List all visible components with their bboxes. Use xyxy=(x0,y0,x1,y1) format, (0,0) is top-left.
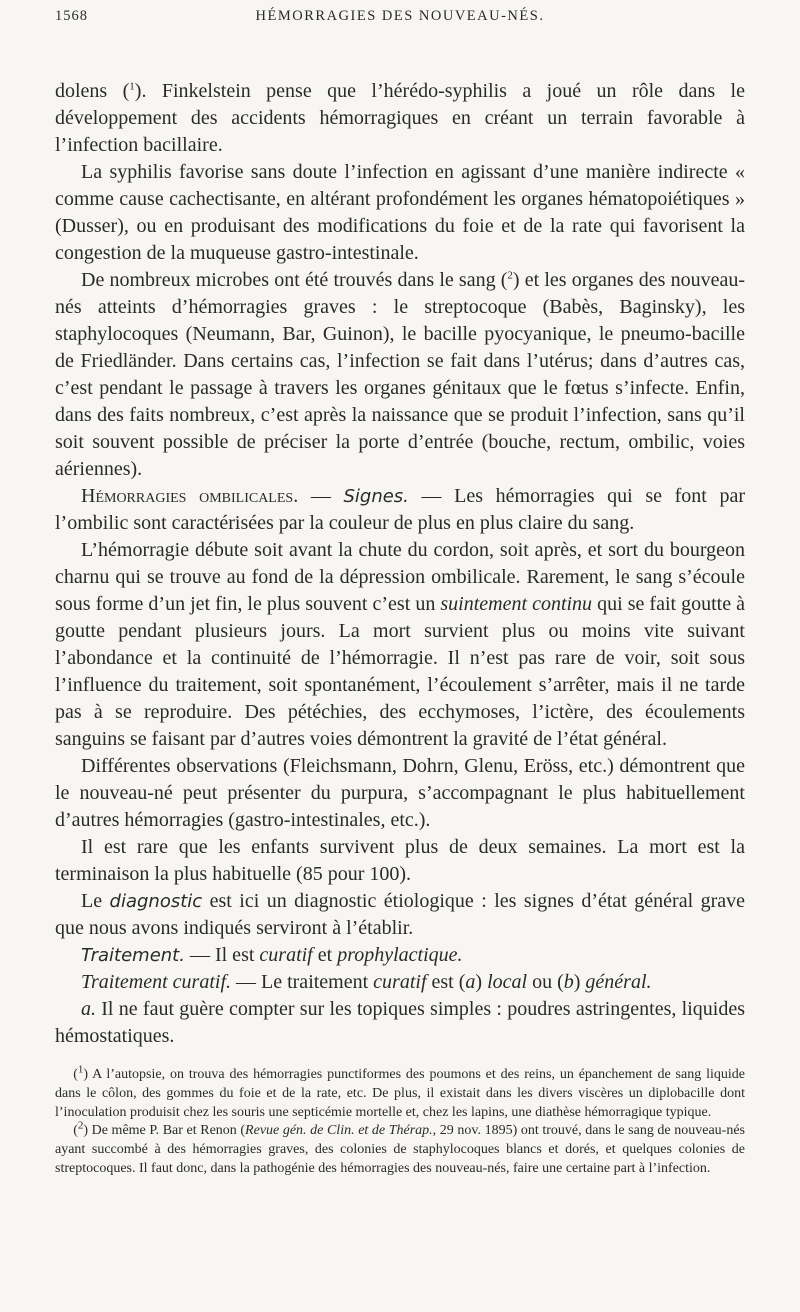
text-run: est ( xyxy=(426,971,466,993)
text-run: L’hémorragie débute soit avant la chute du cordon, soit après, et sort du bourgeon charnu qui se trouve au fond de la dépression ombilicale. Rarement, le sang s’écoule sous forme d’un jet fin, le plus souvent c’est un xyxy=(55,539,745,615)
text-run: Les hémorragies qui se font par l’ombilic sont caractérisées par la couleur de plus en plus claire du sang. xyxy=(55,485,746,534)
footnote: ($^2$) De même P. Bar et Renon (Revue gén. de Clin. et de Thérap., 29 nov. 1895) ont trouvé, dans le sang de nouveau-nés ayant succombé à des hémorragies graves, des colonies de staphylocoques blancs et dorés, et quelques colonies de streptocoques. Il faut donc, dans la pathogénie des hémorragies des nouveau-nés, faire une certaine part à l’infection. xyxy=(55,1119,745,1176)
text-run: A l’autopsie, on trouva des hémorragies punctiformes des poumons et des reins, un épanchement de sang liquide dans le côlon, des gommes du foie et de la rate, etc. De plus, il existait dans les divers viscères un diplobacille dont l’inoculation produisit chez les souris une septicémie mortelle et, chez les lapins, une diathèse hémorragique typique. xyxy=(55,1067,745,1120)
footnote-ref: 1 xyxy=(129,80,135,93)
text-run: — xyxy=(298,485,344,507)
paragraph xyxy=(55,483,745,537)
text-run: De nombreux microbes ont été trouvés dans le sang ( xyxy=(81,269,508,291)
emphasis: prophylactique. xyxy=(337,944,463,966)
text-run: Le xyxy=(81,890,110,912)
text-run: , 29 nov. 1895) ont trouvé, dans le sang de nouveau-nés ayant succombé à des hémorragies graves, des colonies de staphylocoques blancs et dorés, et quelques colonies de streptocoques. Il faut donc, dans la pathogénie des hémorragies des nouveau-nés, faire une certaine part à l’infection. xyxy=(55,1123,745,1176)
subsection-label: diagnostic xyxy=(109,891,203,912)
footnote-ref: 2 xyxy=(507,269,513,282)
text-run: et xyxy=(312,944,338,966)
paragraph xyxy=(55,888,745,942)
text-run: De même P. Bar et Renon ( xyxy=(88,1123,246,1139)
paragraph xyxy=(55,267,745,483)
text-run: Il ne faut guère compter sur les topiques simples : poudres astringentes, liquides hémostatiques. xyxy=(55,998,745,1047)
text-run: ). Finkelstein pense que l’hérédo-syphilis a joué un rôle dans le développement des accidents hémorragiques en créant un terrain favorable à l’infection bacillaire. xyxy=(55,80,745,156)
emphasis: suintement continu xyxy=(440,593,593,615)
book-page xyxy=(0,8,800,1312)
text-run: est ici un diagnostic étiologique : les signes d’état général grave que nous avons indiqués serviront à l’établir. xyxy=(55,890,745,939)
page-number: 1568 xyxy=(55,8,88,24)
footnotes xyxy=(55,1063,745,1179)
main-text xyxy=(55,78,745,1050)
section-heading: Hémorragies ombilicales. xyxy=(81,485,299,507)
text-run: — Le traitement xyxy=(231,971,374,993)
paragraph xyxy=(55,78,745,159)
emphasis: a. xyxy=(81,998,96,1020)
running-header xyxy=(55,8,745,38)
emphasis: local xyxy=(487,971,528,993)
subsection-label: Traitement. xyxy=(81,945,185,966)
emphasis: b xyxy=(563,971,574,993)
text-run: ou ( xyxy=(527,971,564,993)
text-run: qui se fait goutte à goutte pendant plusieurs jours. La mort survient plus ou moins vite suivant l’abondance et la continuité de l’hémorragie. Il n’est pas rare de voir, soit sous l’influence du traitement, soit spontanément, l’écoulement s’arrêter, mais il ne tarde pas à se reproduire. Des pétéchies, des ecchymoses, l’ictère, des écoulements sanguins se faisant par d’autres voies démontrent la gravité de l’état général. xyxy=(55,593,746,750)
footnote-mark: 2 xyxy=(77,1119,84,1132)
subsection-label: Signes. xyxy=(343,486,409,507)
citation: Revue gén. de Clin. et de Thérap. xyxy=(245,1123,433,1139)
paragraph: Différentes observations (Fleichsmann, Dohrn, Glenu, Eröss, etc.) démontrent que le nouveau-né peut présenter du purpura, s’accompagnant le plus habituellement d’autres hémorragies (gastro-intestinales, etc.). xyxy=(55,755,745,831)
text-run: ) xyxy=(475,971,488,993)
text-run: ) et les organes des nouveau-nés atteints d’hémorragies graves : le streptocoque (Babès, Baginsky), les staphylocoques (Neumann, Bar, Guinon), le bacille pyocyanique, le pneumo-bacille de Friedländer. Dans certains cas, l’infection se fait dans l’utérus; dans d’autres cas, c’est pendant le passage à travers les organes génitaux que le fœtus s’infecte. Enfin, dans des faits nombreux, c’est après la naissance que se produit l’infection, sans qu’il soit souvent possible de préciser la porte d’entrée (bouche, rectum, ombilic, voies aériennes). xyxy=(55,269,745,480)
emphasis: général. xyxy=(585,971,652,993)
emphasis: a xyxy=(465,971,476,993)
paragraph: La syphilis favorise sans doute l’infection en agissant d’une manière indirecte « comme cause cachectisante, en altérant profondément les organes hématopoiétiques » (Dusser), ou en produisant des modifications du foie et de la rate qui favorisent la congestion de la muqueuse gastro-intestinale. xyxy=(55,161,745,264)
paragraph: Il est rare que les enfants survivent plus de deux semaines. La mort est la terminaison la plus habituelle (85 pour 100). xyxy=(55,836,745,885)
paragraph xyxy=(55,969,745,996)
emphasis: Traitement curatif. xyxy=(81,971,231,993)
text-run: — Il est xyxy=(184,944,260,966)
paragraph xyxy=(55,942,745,969)
emphasis: curatif xyxy=(259,944,313,966)
running-title: HÉMORRAGIES DES NOUVEAU-NÉS. xyxy=(255,8,545,24)
paragraph xyxy=(55,537,745,753)
emphasis: curatif xyxy=(373,971,427,993)
paragraph xyxy=(55,996,745,1050)
text-run: dolens ( xyxy=(55,80,130,102)
footnote: ($^1$) A l’autopsie, on trouva des hémorragies punctiformes des poumons et des reins, un épanchement de sang liquide dans le côlon, des gommes du foie et de la rate, etc. De plus, il existait dans les divers viscères un diplobacille dont l’inoculation produisit chez les souris une septicémie mortelle et, chez les lapins, une diathèse hémorragique typique. xyxy=(55,1063,745,1120)
text-run: ) xyxy=(573,971,586,993)
footnote-mark: 1 xyxy=(77,1063,84,1076)
text-run: — xyxy=(408,485,455,507)
